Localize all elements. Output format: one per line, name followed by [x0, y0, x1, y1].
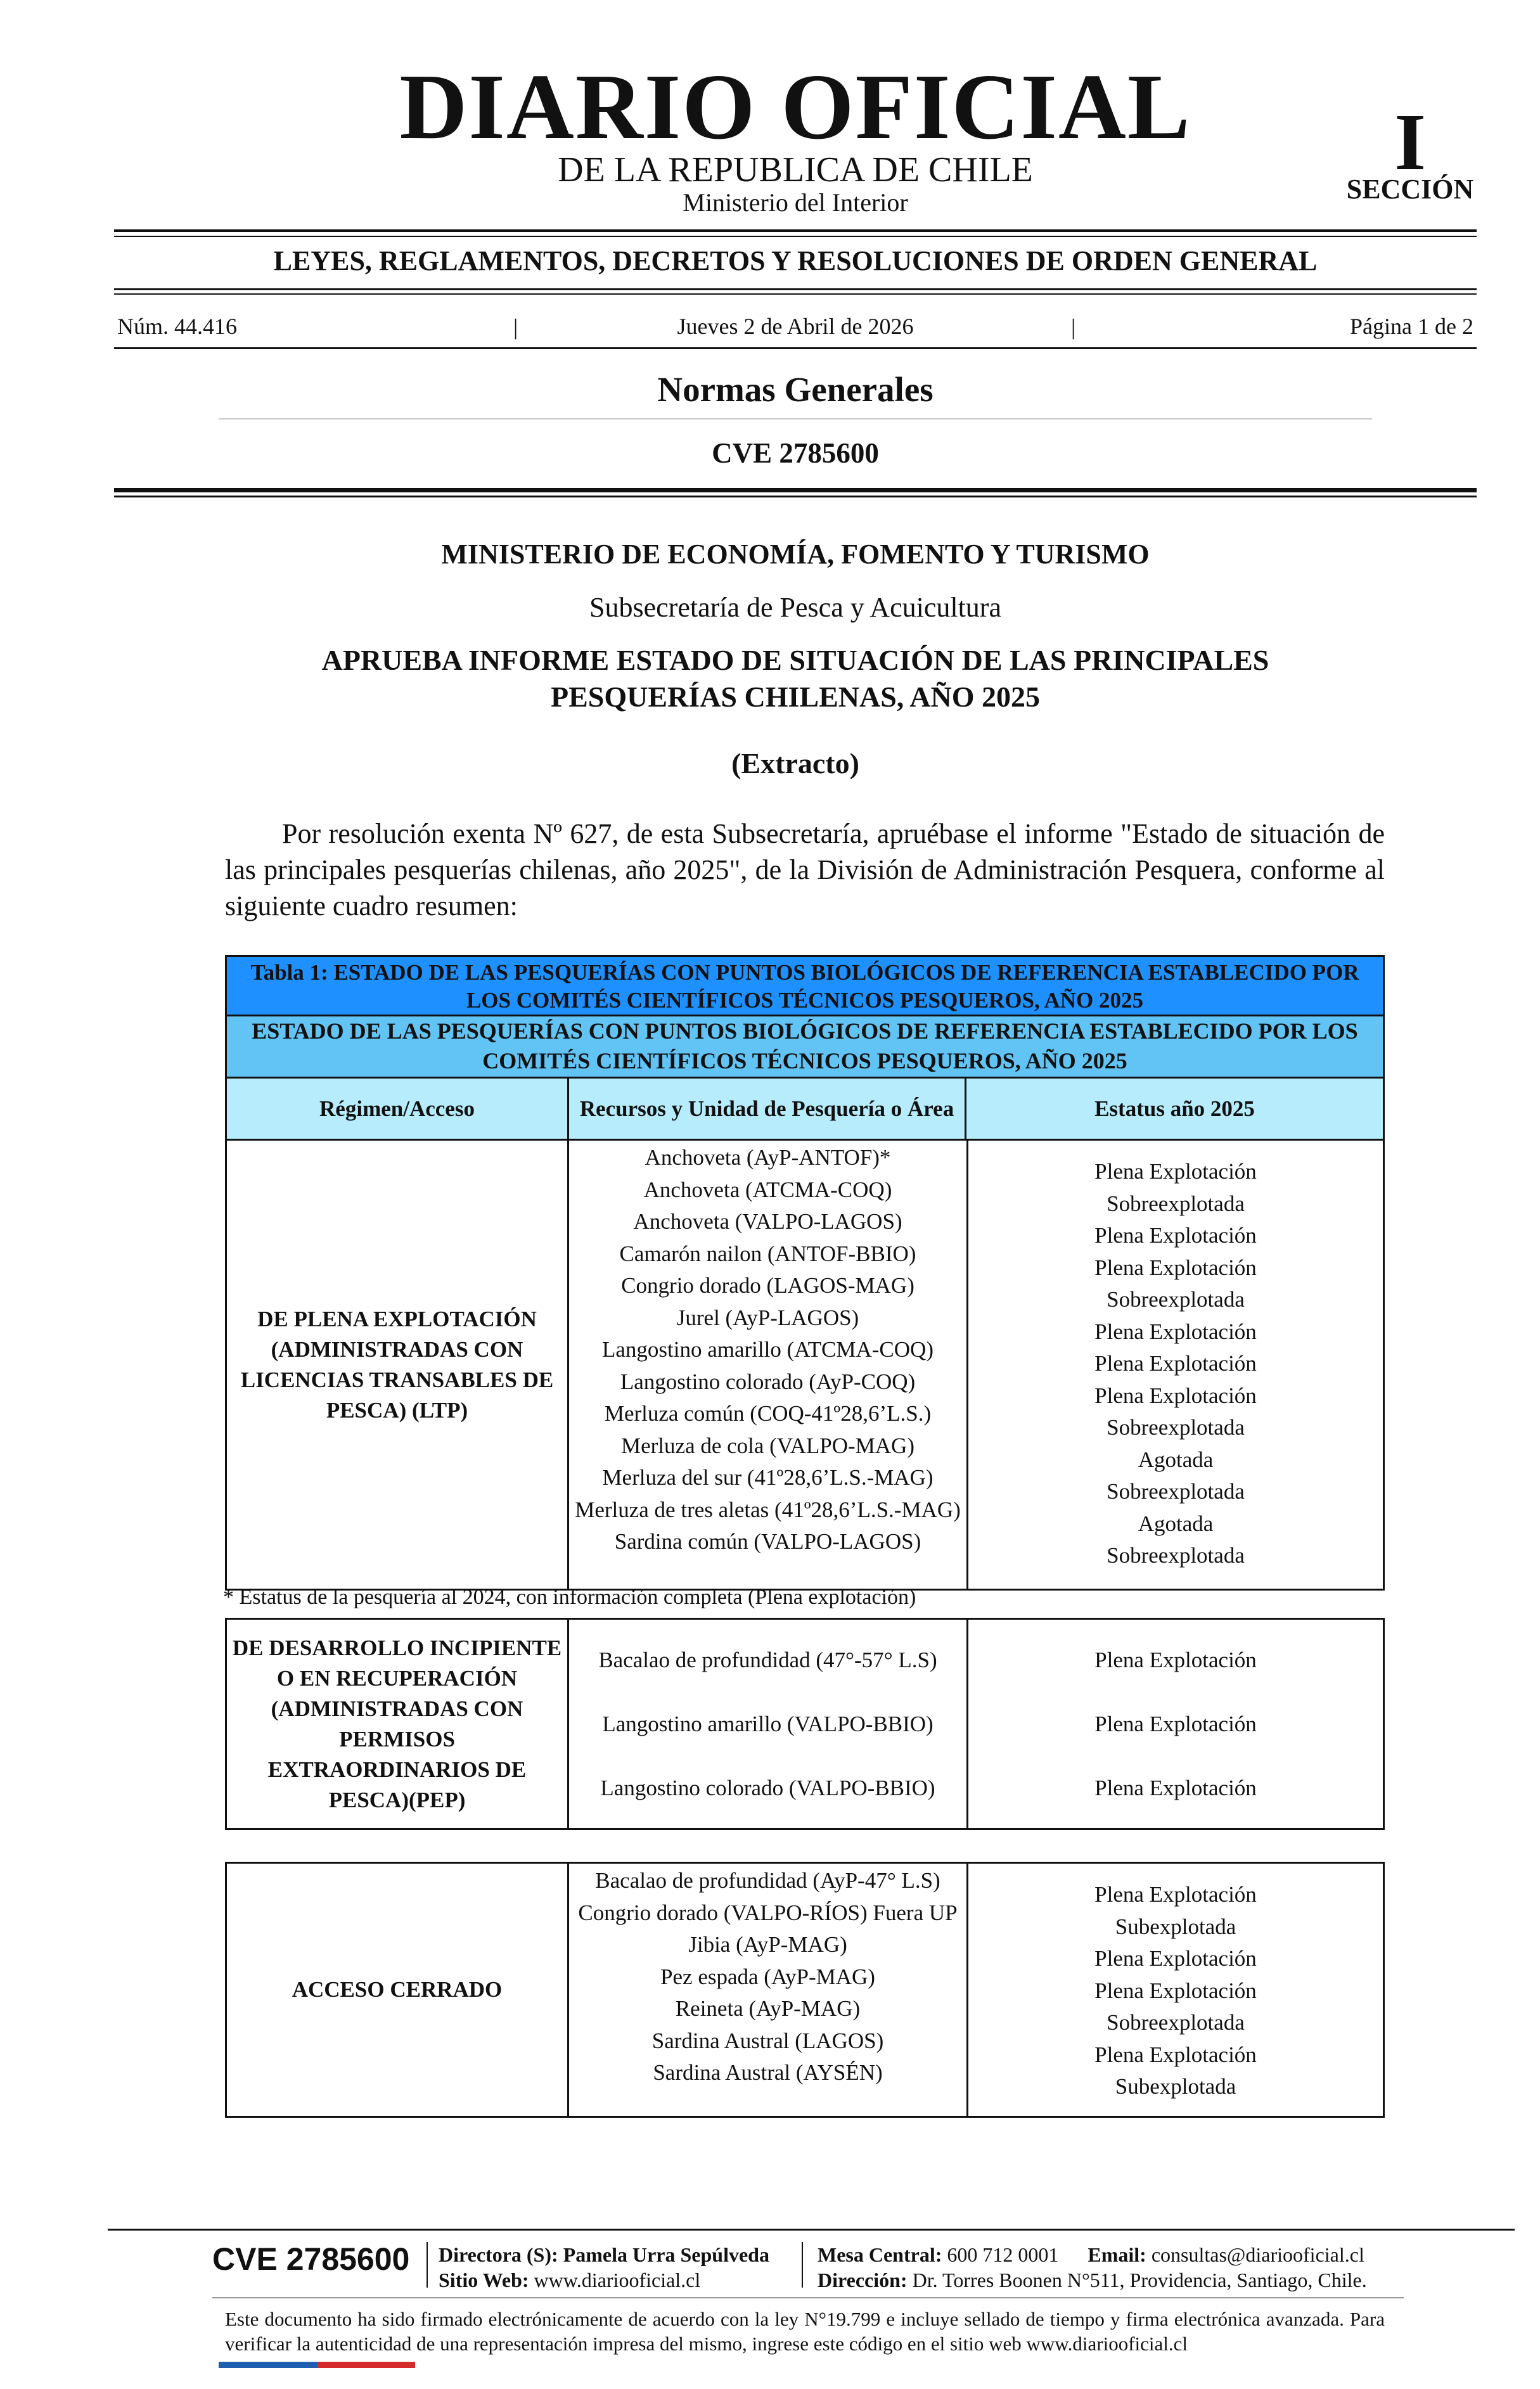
divider — [114, 488, 1477, 492]
page-indicator: Página 1 de 2 — [1350, 314, 1473, 339]
section-title: Normas Generales — [657, 370, 934, 409]
status-item: Plena Explotación — [1094, 1776, 1257, 1800]
website-label: Sitio Web: — [439, 2269, 529, 2291]
resource-item-list — [569, 1865, 966, 2089]
footer-contact — [818, 2242, 1364, 2267]
resource-item: Bacalao de profundidad (47°-57° L.S) — [598, 1648, 937, 1672]
footer-cve: CVE 2785600 — [212, 2241, 410, 2277]
status-item: Plena Explotación — [1094, 1383, 1257, 1408]
resource-item: Pez espada (AyP-MAG) — [660, 1964, 875, 1989]
flag-stripe-red — [317, 2362, 415, 2368]
table-row — [227, 1141, 1383, 1589]
table-row — [227, 1864, 1383, 2116]
column-header-resources: Recursos y Unidad de Pesquería o Área — [569, 1079, 966, 1139]
status-table-pep — [225, 1618, 1385, 1830]
regime-cell: DE PLENA EXPLOTACIÓN (ADMINISTRADAS CON LICENCIAS TRANSABLES DE PESCA) (LTP) — [227, 1141, 569, 1589]
status-item: Plena Explotación — [1094, 1159, 1257, 1184]
status-item: Plena Explotación — [1094, 1712, 1257, 1736]
status-item: Agotada — [1138, 1511, 1214, 1536]
status-cell — [968, 1620, 1383, 1828]
table-heading: ESTADO DE LAS PESQUERÍAS CON PUNTOS BIOLÓGICOS DE REFERENCIA ESTABLECIDO POR LOS COMITÉS CIENTÍFICOS TÉCNICOS PESQUEROS, AÑO 2025 — [227, 1016, 1383, 1079]
resource-item: Langostino colorado (VALPO-BBIO) — [600, 1776, 935, 1800]
issue-date: Jueves 2 de Abril de 2026 — [677, 314, 914, 339]
status-item: Sobreexplotada — [1107, 1287, 1245, 1312]
footer-address — [818, 2267, 1367, 2293]
status-cell — [968, 1864, 1383, 2116]
document-title: APRUEBA INFORME ESTADO DE SITUACIÓN DE LAS PRINCIPALES PESQUERÍAS CHILENAS, AÑO 2025 — [321, 644, 1269, 713]
status-item: Agotada — [1138, 1447, 1214, 1472]
resource-item: Anchoveta (VALPO-LAGOS) — [633, 1209, 902, 1234]
mesa-label: Mesa Central: — [818, 2243, 942, 2266]
masthead-title: DIARIO OFICIAL — [399, 55, 1191, 159]
status-item: Plena Explotación — [1094, 1978, 1257, 2003]
resources-cell — [569, 1864, 968, 2116]
resource-item: Jibia (AyP-MAG) — [688, 1932, 847, 1957]
directora-label: Directora (S): — [439, 2243, 558, 2266]
address-label: Dirección: — [818, 2269, 908, 2291]
table-row — [227, 1620, 1383, 1828]
regime-cell: DE DESARROLLO INCIPIENTE O EN RECUPERACIÓN (ADMINISTRADAS CON PERMISOS EXTRAORDINARIOS DE PESCA)(PEP) — [227, 1620, 569, 1828]
divider — [114, 236, 1477, 237]
divider — [114, 347, 1477, 349]
email-link[interactable]: consultas@diariooficial.cl — [1151, 2243, 1364, 2266]
resource-item: Camarón nailon (ANTOF-BBIO) — [619, 1241, 916, 1266]
email-label: Email: — [1088, 2243, 1146, 2266]
status-item: Plena Explotación — [1094, 1223, 1257, 1248]
status-item-list — [968, 1156, 1383, 1572]
status-table — [225, 955, 1385, 1591]
status-item: Sobreexplotada — [1107, 1191, 1245, 1216]
resource-item: Congrio dorado (LAGOS-MAG) — [621, 1273, 914, 1298]
status-item: Plena Explotación — [1094, 1255, 1257, 1280]
status-item: Plena Explotación — [1094, 1351, 1257, 1376]
footer-separator — [427, 2242, 428, 2288]
resource-item: Merluza común (COQ-41º28,6’L.S.) — [604, 1401, 932, 1426]
status-item: Sobreexplotada — [1107, 2010, 1245, 2035]
status-item: Plena Explotación — [1094, 1882, 1257, 1907]
status-item: Subexplotada — [1115, 2074, 1236, 2099]
column-header-regime: Régimen/Acceso — [227, 1079, 569, 1139]
resource-item: Sardina común (VALPO-LAGOS) — [614, 1529, 921, 1554]
subsecretaria-name: Subsecretaría de Pesca y Acuicultura — [589, 592, 1001, 623]
resource-item: Anchoveta (ATCMA-COQ) — [643, 1177, 892, 1202]
resource-item-list — [598, 1628, 937, 1820]
resource-item: Langostino amarillo (ATCMA-COQ) — [602, 1337, 934, 1362]
resource-item-list — [569, 1142, 966, 1558]
status-item-list — [1094, 1628, 1257, 1820]
status-item: Subexplotada — [1115, 1914, 1236, 1939]
status-item: Sobreexplotada — [1107, 1543, 1245, 1568]
resource-item: Congrio dorado (VALPO-RÍOS) Fuera UP — [578, 1900, 958, 1925]
footer-legal-notice: Este documento ha sido firmado electrónicamente de acuerdo con la ley N°19.799 e incluye sellado de tiempo y firma electrónica avanzada. Para verificar la autenticidad de una representación impresa del mismo, ingrese este código en el sitio web www.diariooficial.cl — [225, 2308, 1385, 2355]
divider — [114, 229, 1477, 232]
resource-item: Sardina Austral (AYSÉN) — [653, 2060, 883, 2085]
resource-item: Anchoveta (AyP-ANTOF)* — [645, 1145, 891, 1170]
masthead-subtitle: DE LA REPUBLICA DE CHILE — [558, 150, 1033, 189]
resource-item: Reineta (AyP-MAG) — [675, 1996, 861, 2021]
footer-website — [439, 2267, 700, 2293]
table-caption: Tabla 1: ESTADO DE LAS PESQUERÍAS CON PUNTOS BIOLÓGICOS DE REFERENCIA ESTABLECIDO POR LOS COMITÉS CIENTÍFICOS TÉCNICOS PESQUEROS, AÑO 2025 — [227, 957, 1383, 1016]
section-numeral: I — [1394, 97, 1426, 187]
status-cell — [968, 1141, 1383, 1589]
status-item: Plena Explotación — [1094, 1946, 1257, 1971]
status-table-closed — [225, 1862, 1385, 2118]
directora-name: Pamela Urra Sepúlveda — [563, 2243, 769, 2266]
section-label: SECCIÓN — [1346, 174, 1474, 205]
table-footnote: * Estatus de la pesquería al 2024, con información completa (Plena explotación) — [223, 1585, 916, 1609]
divider — [114, 288, 1477, 290]
column-header-status: Estatus año 2025 — [1094, 1096, 1255, 1121]
table-column-headers — [227, 1079, 1383, 1141]
resources-cell — [569, 1620, 968, 1828]
website-link[interactable]: www.diariooficial.cl — [534, 2269, 701, 2291]
body-paragraph: Por resolución exenta Nº 627, de esta Subsecretaría, apruébase el informe "Estado de situación de las principales pesquerías chilenas, año 2025", de la División de Administración Pesquera, conforme al siguiente cuadro resumen: — [225, 818, 1385, 921]
resource-item: Merluza de cola (VALPO-MAG) — [621, 1433, 914, 1458]
status-item: Plena Explotación — [1094, 2042, 1257, 2067]
footer-separator — [802, 2242, 803, 2288]
status-item: Plena Explotación — [1094, 1648, 1257, 1672]
resource-item: Jurel (AyP-LAGOS) — [676, 1305, 859, 1330]
divider — [219, 418, 1372, 420]
issue-number: Núm. 44.416 — [117, 314, 237, 339]
footer-divider — [108, 2229, 1515, 2231]
address-value: Dr. Torres Boonen N°511, Providencia, Santiago, Chile. — [912, 2269, 1367, 2291]
mesa-phone: 600 712 0001 — [947, 2243, 1059, 2266]
cve-code: CVE 2785600 — [712, 437, 879, 469]
footer-directora — [439, 2242, 769, 2267]
resource-item: Bacalao de profundidad (AyP-47° L.S) — [595, 1868, 940, 1893]
publication-band: LEYES, REGLAMENTOS, DECRETOS Y RESOLUCIONES DE ORDEN GENERAL — [273, 245, 1318, 276]
issue-separator: | — [1071, 314, 1076, 340]
resource-item: Merluza de tres aletas (41º28,6’L.S.-MAG) — [575, 1497, 961, 1522]
divider — [114, 496, 1477, 497]
divider — [114, 293, 1477, 295]
footer-divider — [212, 2297, 1404, 2298]
resource-item: Merluza del sur (41º28,6’L.S.-MAG) — [602, 1465, 934, 1490]
resource-item: Sardina Austral (LAGOS) — [651, 2028, 884, 2053]
document-subtitle: (Extracto) — [731, 747, 859, 779]
masthead-ministry: Ministerio del Interior — [683, 188, 908, 217]
resource-item: Langostino amarillo (VALPO-BBIO) — [602, 1712, 934, 1736]
status-item: Sobreexplotada — [1107, 1479, 1245, 1504]
flag-stripe-blue — [219, 2362, 317, 2368]
issue-separator: | — [513, 314, 518, 340]
status-item-list — [968, 1879, 1383, 2103]
resources-cell — [569, 1141, 968, 1589]
status-item: Sobreexplotada — [1107, 1415, 1245, 1440]
status-item: Plena Explotación — [1094, 1319, 1257, 1344]
resource-item: Langostino colorado (AyP-COQ) — [620, 1369, 916, 1394]
regime-cell: ACCESO CERRADO — [227, 1864, 569, 2116]
ministry-name: MINISTERIO DE ECONOMÍA, FOMENTO Y TURISMO — [441, 539, 1150, 570]
